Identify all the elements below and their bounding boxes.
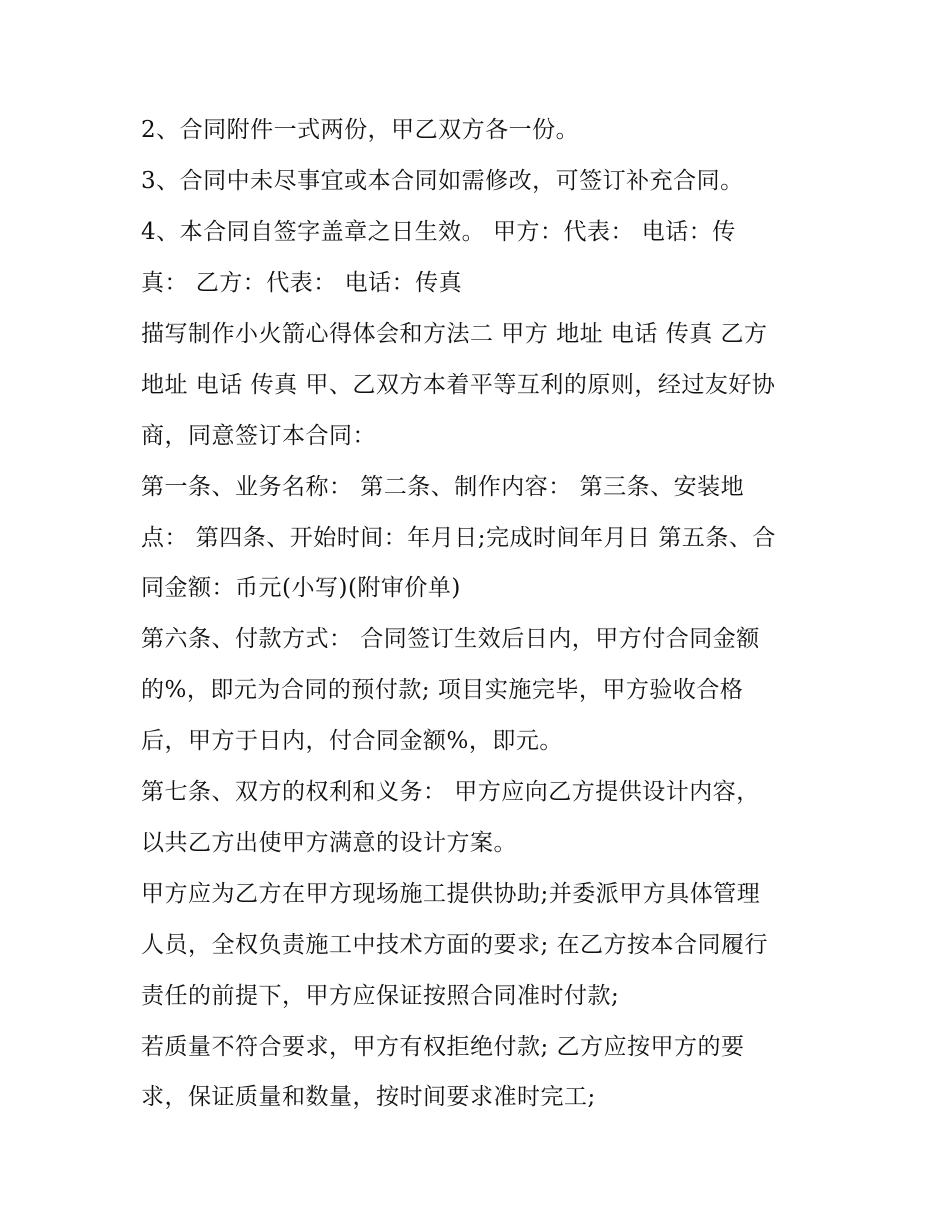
text-line: 同金额：币元(小写)(附审价单) [141,575,461,601]
text-line: 3、合同中未尽事宜或本合同如需修改，可签订补充合同。 [141,168,744,194]
text-line: 第七条、双方的权利和义务： 甲方应向乙方提供设计内容， [141,779,760,805]
text-line: 描写制作小火箭心得体会和方法二 甲方 地址 电话 传真 乙方 [141,321,768,347]
text-line: 的%，即元为合同的预付款; 项目实施完毕，甲方验收合格 [141,677,744,703]
text-line: 若质量不符合要求，甲方有权拒绝付款; 乙方应按甲方的要 [141,1034,745,1060]
text-line: 4、本合同自签字盖章之日生效。 甲方：代表： 电话：传 [141,219,736,245]
text-line: 2、合同附件一式两份，甲乙双方各一份。 [141,117,580,143]
text-line: 地址 电话 传真 甲、乙双方本着平等互利的原则，经过友好协 [141,372,776,398]
text-line: 后，甲方于日内，付合同金额%，即元。 [141,728,563,754]
text-line: 人员，全权负责施工中技术方面的要求; 在乙方按本合同履行 [141,932,769,958]
text-line: 第一条、业务名称： 第二条、制作内容： 第三条、安装地 [141,474,745,500]
text-line: 以共乙方出使甲方满意的设计方案。 [141,830,517,856]
text-line: 责任的前提下，甲方应保证按照合同准时付款; [141,983,620,1009]
text-line: 点： 第四条、开始时间：年月日;完成时间年月日 第五条、合 [141,525,776,551]
text-line: 真： 乙方：代表： 电话：传真 [141,270,463,296]
text-line: 求，保证质量和数量，按时间要求准时完工; [141,1084,596,1110]
text-line: 商，同意签订本合同： [141,423,376,449]
text-line: 甲方应为乙方在甲方现场施工提供协助;并委派甲方具体管理 [141,881,761,907]
text-line: 第六条、付款方式： 合同签订生效后日内，甲方付合同金额 [141,626,760,652]
